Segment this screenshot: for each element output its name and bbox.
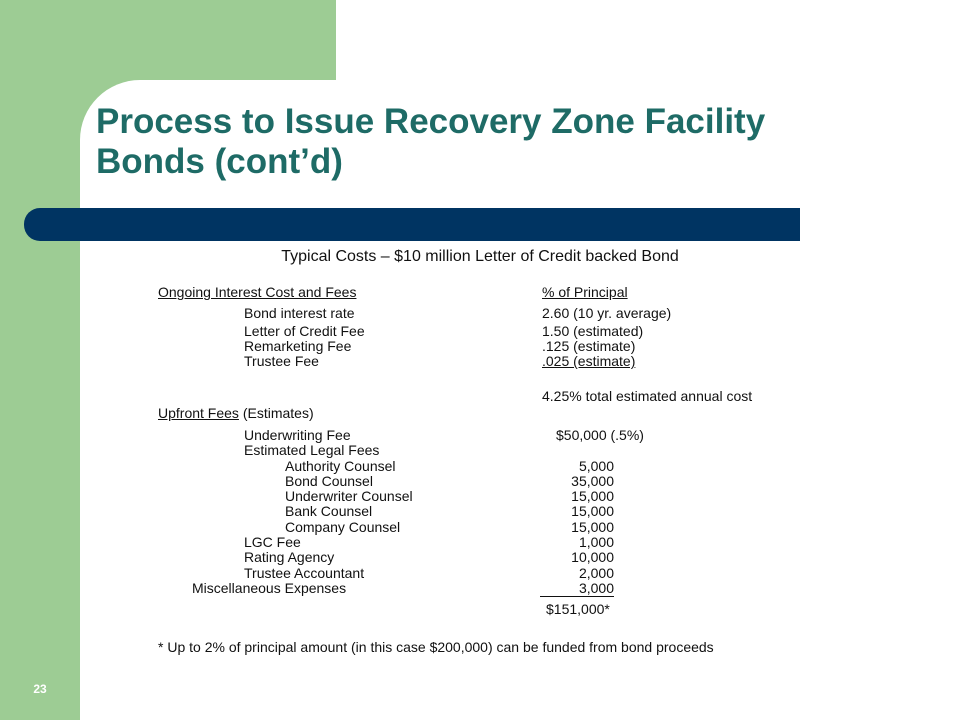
ongoing-row-label: Bond interest rate bbox=[244, 305, 355, 321]
legal-row-label: Bank Counsel bbox=[285, 503, 373, 519]
upfront-header-suffix: (Estimates) bbox=[238, 405, 314, 421]
fee-row-value: 1,000 bbox=[578, 534, 614, 550]
legal-row-label: Underwriter Counsel bbox=[285, 488, 413, 504]
slide-title: Process to Issue Recovery Zone Facility Bonds (cont’d) bbox=[96, 102, 766, 181]
ongoing-row-label: Remarketing Fee bbox=[244, 338, 352, 354]
total-underline bbox=[540, 596, 614, 597]
fee-row-value: 10,000 bbox=[571, 549, 614, 565]
legal-row-label: Authority Counsel bbox=[285, 458, 396, 474]
table-subtitle: Typical Costs – $10 million Letter of Credit backed Bond bbox=[281, 248, 679, 265]
fee-row-label: Rating Agency bbox=[244, 549, 335, 565]
legal-row-value: 15,000 bbox=[571, 488, 614, 504]
legal-row-value: 15,000 bbox=[571, 503, 614, 519]
ongoing-row-label: Letter of Credit Fee bbox=[244, 323, 365, 339]
ongoing-row-value: .025 (estimate) bbox=[542, 353, 636, 369]
title-divider-bar bbox=[24, 208, 800, 241]
ongoing-header-value: % of Principal bbox=[542, 284, 628, 300]
upfront-header-label: Upfront Fees bbox=[158, 405, 239, 421]
fee-row-value: 3,000 bbox=[578, 580, 614, 596]
ongoing-row-label: Trustee Fee bbox=[244, 353, 319, 369]
ongoing-row-value: .125 (estimate) bbox=[542, 338, 636, 354]
upfront-total: $151,000* bbox=[546, 601, 610, 617]
underwriting-label: Underwriting Fee bbox=[244, 427, 351, 443]
legal-row-value: 35,000 bbox=[571, 473, 614, 489]
ongoing-header-label: Ongoing Interest Cost and Fees bbox=[158, 284, 357, 300]
green-sidebar bbox=[0, 0, 80, 720]
legal-fees-label: Estimated Legal Fees bbox=[244, 442, 380, 458]
ongoing-total: 4.25% total estimated annual cost bbox=[542, 388, 753, 404]
fee-row-label: Miscellaneous Expenses bbox=[192, 580, 347, 596]
fee-row-label: Trustee Accountant bbox=[244, 565, 365, 581]
legal-row-value: 15,000 bbox=[571, 519, 614, 535]
underwriting-value: $50,000 (.5%) bbox=[556, 427, 644, 443]
upfront-header bbox=[158, 406, 314, 421]
footnote: * Up to 2% of principal amount (in this case $200,000) can be funded from bond proceeds bbox=[158, 639, 714, 655]
ongoing-row-value: 2.60 (10 yr. average) bbox=[542, 305, 672, 321]
legal-row-label: Bond Counsel bbox=[285, 473, 373, 489]
legal-row-value: 5,000 bbox=[578, 458, 614, 474]
ongoing-row-value: 1.50 (estimated) bbox=[542, 323, 644, 339]
green-top-band bbox=[80, 0, 336, 80]
fee-row-value: 2,000 bbox=[578, 565, 614, 581]
legal-row-label: Company Counsel bbox=[285, 519, 401, 535]
fee-row-label: LGC Fee bbox=[244, 534, 301, 550]
slide-number: 23 bbox=[33, 682, 47, 696]
